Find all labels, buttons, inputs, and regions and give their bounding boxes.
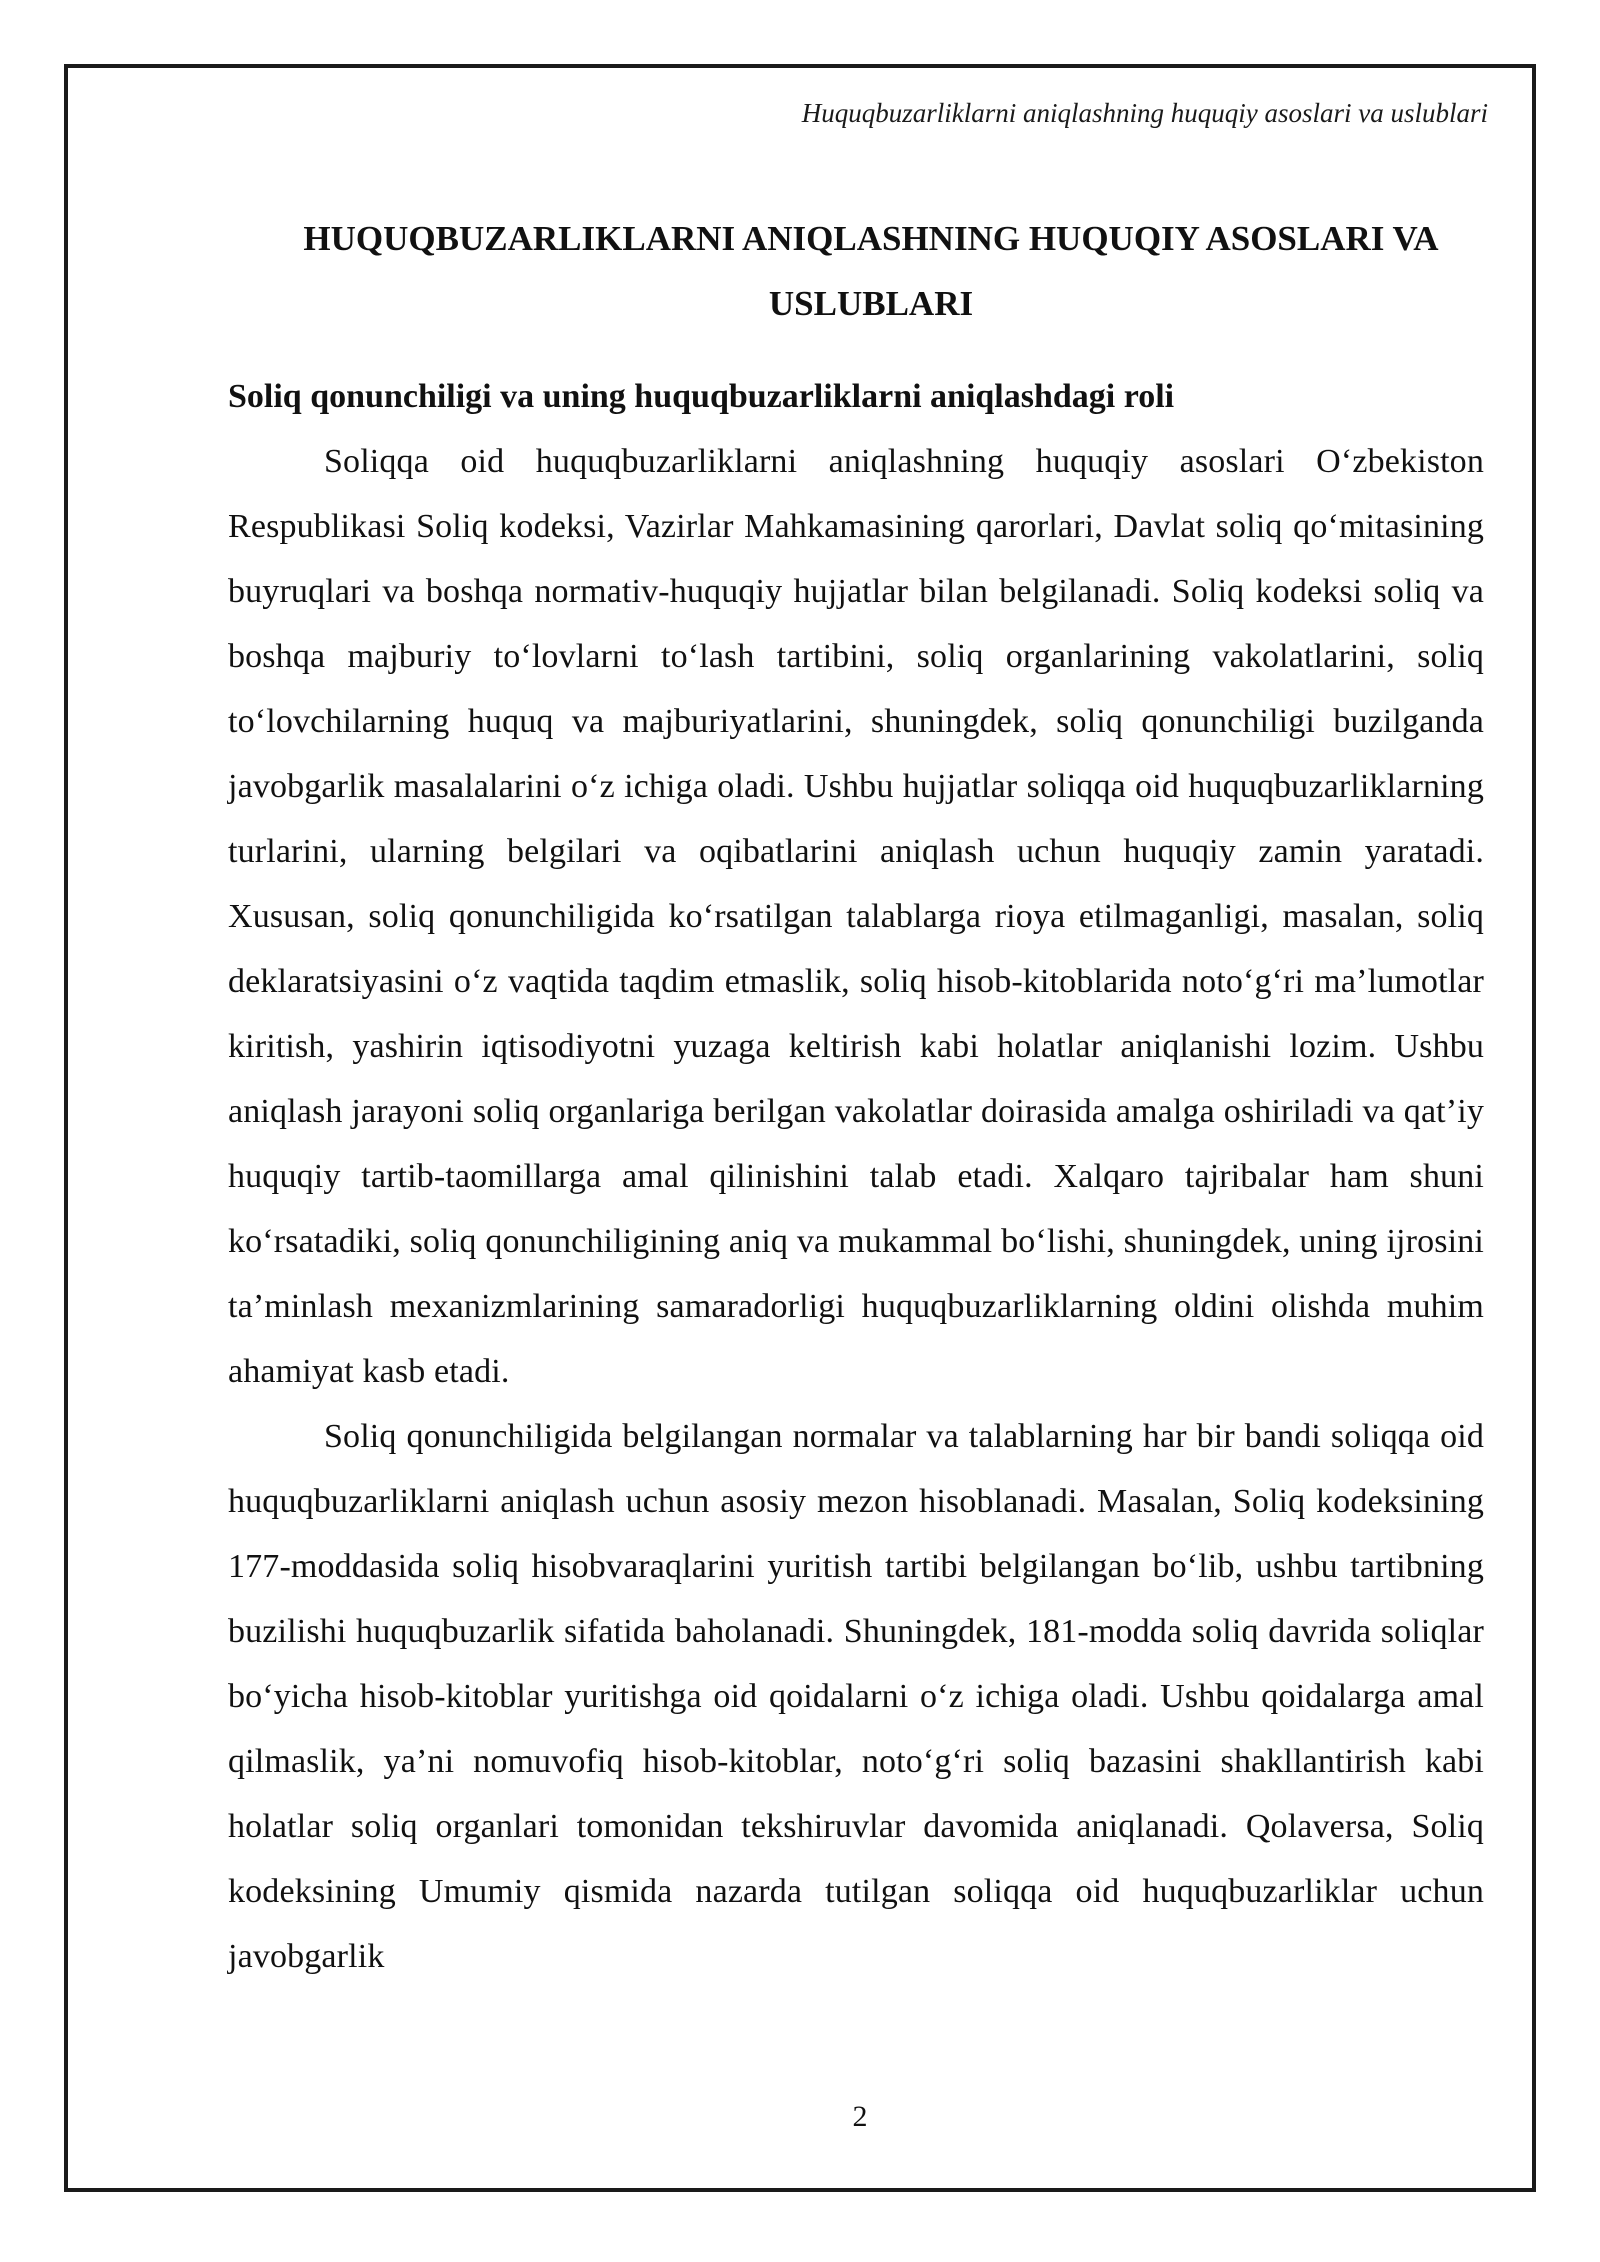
running-header: Huquqbuzarliklarni aniqlashning huquqiy asoslari va uslublari bbox=[801, 98, 1488, 128]
document-title: HUQUQBUZARLIKLARNI ANIQLASHNING HUQUQIY ASOSLARI VA USLUBLARI bbox=[303, 219, 1439, 323]
document-body bbox=[228, 206, 1484, 1989]
section-heading: Soliq qonunchiligi va uning huquqbuzarliklarni aniqlashdagi roli bbox=[228, 378, 1175, 415]
paragraph-1: Soliqqa oid huquqbuzarliklarni aniqlashning huquqiy asoslari O‘zbekiston Respublikasi Soliq kodeksi, Vazirlar Mahkamasining qarorlari, Davlat soliq qo‘mitasining buyruqlari va boshqa normativ-huquqiy hujjatlar bilan belgilanadi. Soliq kodeksi soliq va boshqa majburiy to‘lovlarni to‘lash tartibini, soliq organlarining vakolatlarini, soliq to‘lovchilarning huquq va majburiyatlarini, shuningdek, soliq qonunchiligi buzilganda javobgarlik masalalarini o‘z ichiga oladi. Ushbu hujjatlar soliqqa oid huquqbuzarliklarning turlarini, ularning belgilari va oqibatlarini aniqlash uchun huquqiy zamin yaratadi. Xususan, soliq qonunchiligida ko‘rsatilgan talablarga rioya etilmaganligi, masalan, soliq deklaratsiyasini o‘z vaqtida taqdim etmaslik, soliq hisob-kitoblarida noto‘g‘ri ma’lumotlar kiritish, yashirin iqtisodiyotni yuzaga keltirish kabi holatlar aniqlanishi lozim. Ushbu aniqlash jarayoni soliq organlariga berilgan vakolatlar doirasida amalga oshiriladi va qat’iy huquqiy tartib-taomillarga amal qilinishini talab etadi. Xalqaro tajribalar ham shuni ko‘rsatadiki, soliq qonunchiligining aniq va mukammal bo‘lishi, shuningdek, uning ijrosini ta’minlash mexanizmlarining samaradorligi huquqbuzarliklarning oldini olishda muhim ahamiyat kasb etadi. bbox=[228, 443, 1484, 1390]
paragraph-2: Soliq qonunchiligida belgilangan normalar va talablarning har bir bandi soliqqa oid huquqbuzarliklarni aniqlash uchun asosiy mezon hisoblanadi. Masalan, Soliq kodeksining 177-moddasida soliq hisobvaraqlarini yuritish tartibi belgilangan bo‘lib, ushbu tartibning buzilishi huquqbuzarlik sifatida baholanadi. Shuningdek, 181-modda soliq davrida soliqlar bo‘yicha hisob-kitoblar yuritishga oid qoidalarni o‘z ichiga oladi. Ushbu qoidalarga amal qilmaslik, ya’ni nomuvofiq hisob-kitoblar, noto‘g‘ri soliq bazasini shakllantirish kabi holatlar soliq organlari tomonidan tekshiruvlar davomida aniqlanadi. Qolaversa, Soliq kodeksining Umumiy qismida nazarda tutilgan soliqqa oid huquqbuzarliklar uchun javobgarlik bbox=[228, 1418, 1484, 1975]
page-number: 2 bbox=[852, 2100, 868, 2133]
